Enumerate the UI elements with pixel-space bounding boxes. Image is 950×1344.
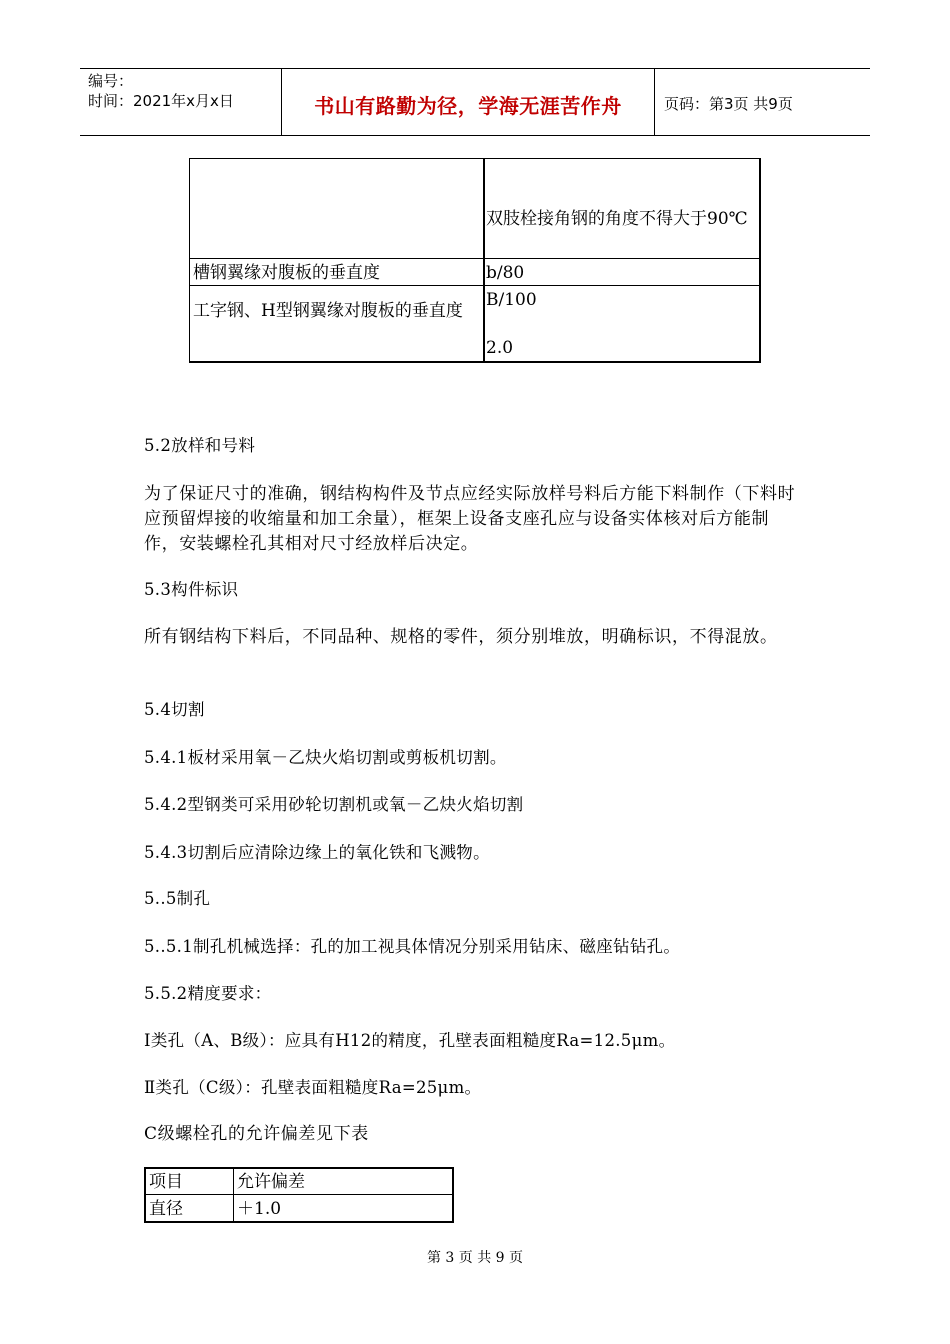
table-border (452, 1167, 454, 1223)
table-cell: b/80 (486, 263, 525, 283)
paragraph: 5.4.1板材采用氧－乙炔火焰切割或剪板机切割。 (144, 748, 507, 767)
table-row-border (189, 258, 761, 259)
table-cell: 直径 (149, 1199, 183, 1219)
header-page-number: 页码：第3页 共9页 (664, 95, 793, 113)
table-border (144, 1167, 146, 1223)
table-border (189, 158, 190, 363)
table-cell: 2.0 (486, 338, 514, 358)
table-header-cell: 项目 (149, 1172, 183, 1192)
paragraph: Ⅰ类孔（A、B级）：应具有H12的精度，孔壁表面粗糙度Ra=12.5μm。 (144, 1031, 676, 1050)
header-motto: 书山有路勤为径，学海无涯苦作舟 (314, 94, 622, 118)
table-border (144, 1221, 454, 1223)
paragraph: 5..5.1制孔机械选择：孔的加工视具体情况分别采用钻床、磁座钻钻孔。 (144, 937, 681, 956)
paragraph: 5.4.2型钢类可采用砂轮切割机或氧－乙炔火焰切割 (144, 795, 524, 814)
table-border (189, 158, 761, 159)
table-row-border (144, 1194, 454, 1195)
table-border (189, 361, 761, 363)
paragraph: 为了保证尺寸的准确，钢结构构件及节点应经实际放样号料后方能下料制作（下料时应预留焊接的收缩量和加工余量），框架上设备支座孔应与设备实体核对后方能制作，安装螺栓孔其相对尺寸经放样后决定。 (144, 484, 796, 554)
header-bottom-rule (80, 135, 870, 136)
section-heading: 5.2放样和号料 (144, 436, 256, 455)
table-cell: B/100 (486, 290, 537, 310)
paragraph: 5.5.2精度要求： (144, 984, 272, 1003)
table-border (233, 1167, 234, 1223)
paragraph: 5.4.3切割后应清除边缘上的氧化铁和飞溅物。 (144, 843, 490, 862)
table-border (759, 158, 761, 363)
table-cell: ＋1.0 (237, 1199, 282, 1219)
table-cell: 双肢栓接角钢的角度不得大于90℃ (486, 209, 748, 229)
table-row-border (189, 285, 761, 286)
table-border (483, 158, 485, 363)
section-heading: 5..5制孔 (144, 889, 211, 908)
table-border (144, 1167, 454, 1169)
table-caption: C级螺栓孔的允许偏差见下表 (144, 1124, 369, 1144)
paragraph: 所有钢结构下料后，不同品种、规格的零件，须分别堆放，明确标识，不得混放。 (144, 627, 778, 647)
paragraph: Ⅱ类孔（C级）：孔壁表面粗糙度Ra=25μm。 (144, 1078, 482, 1097)
section-heading: 5.4切割 (144, 700, 205, 719)
table-cell: 槽钢翼缘对腹板的垂直度 (193, 263, 380, 283)
header-top-rule (80, 68, 870, 69)
document-date: 时间：2021年x月x日 (88, 92, 234, 110)
document-number: 编号： (88, 72, 134, 90)
table-header-cell: 允许偏差 (237, 1172, 305, 1192)
table-cell: 工字钢、H型钢翼缘对腹板的垂直度 (193, 301, 463, 321)
page-footer: 第 3 页 共 9 页 (426, 1250, 524, 1266)
section-heading: 5.3构件标识 (144, 580, 239, 599)
header-divider (654, 68, 655, 136)
